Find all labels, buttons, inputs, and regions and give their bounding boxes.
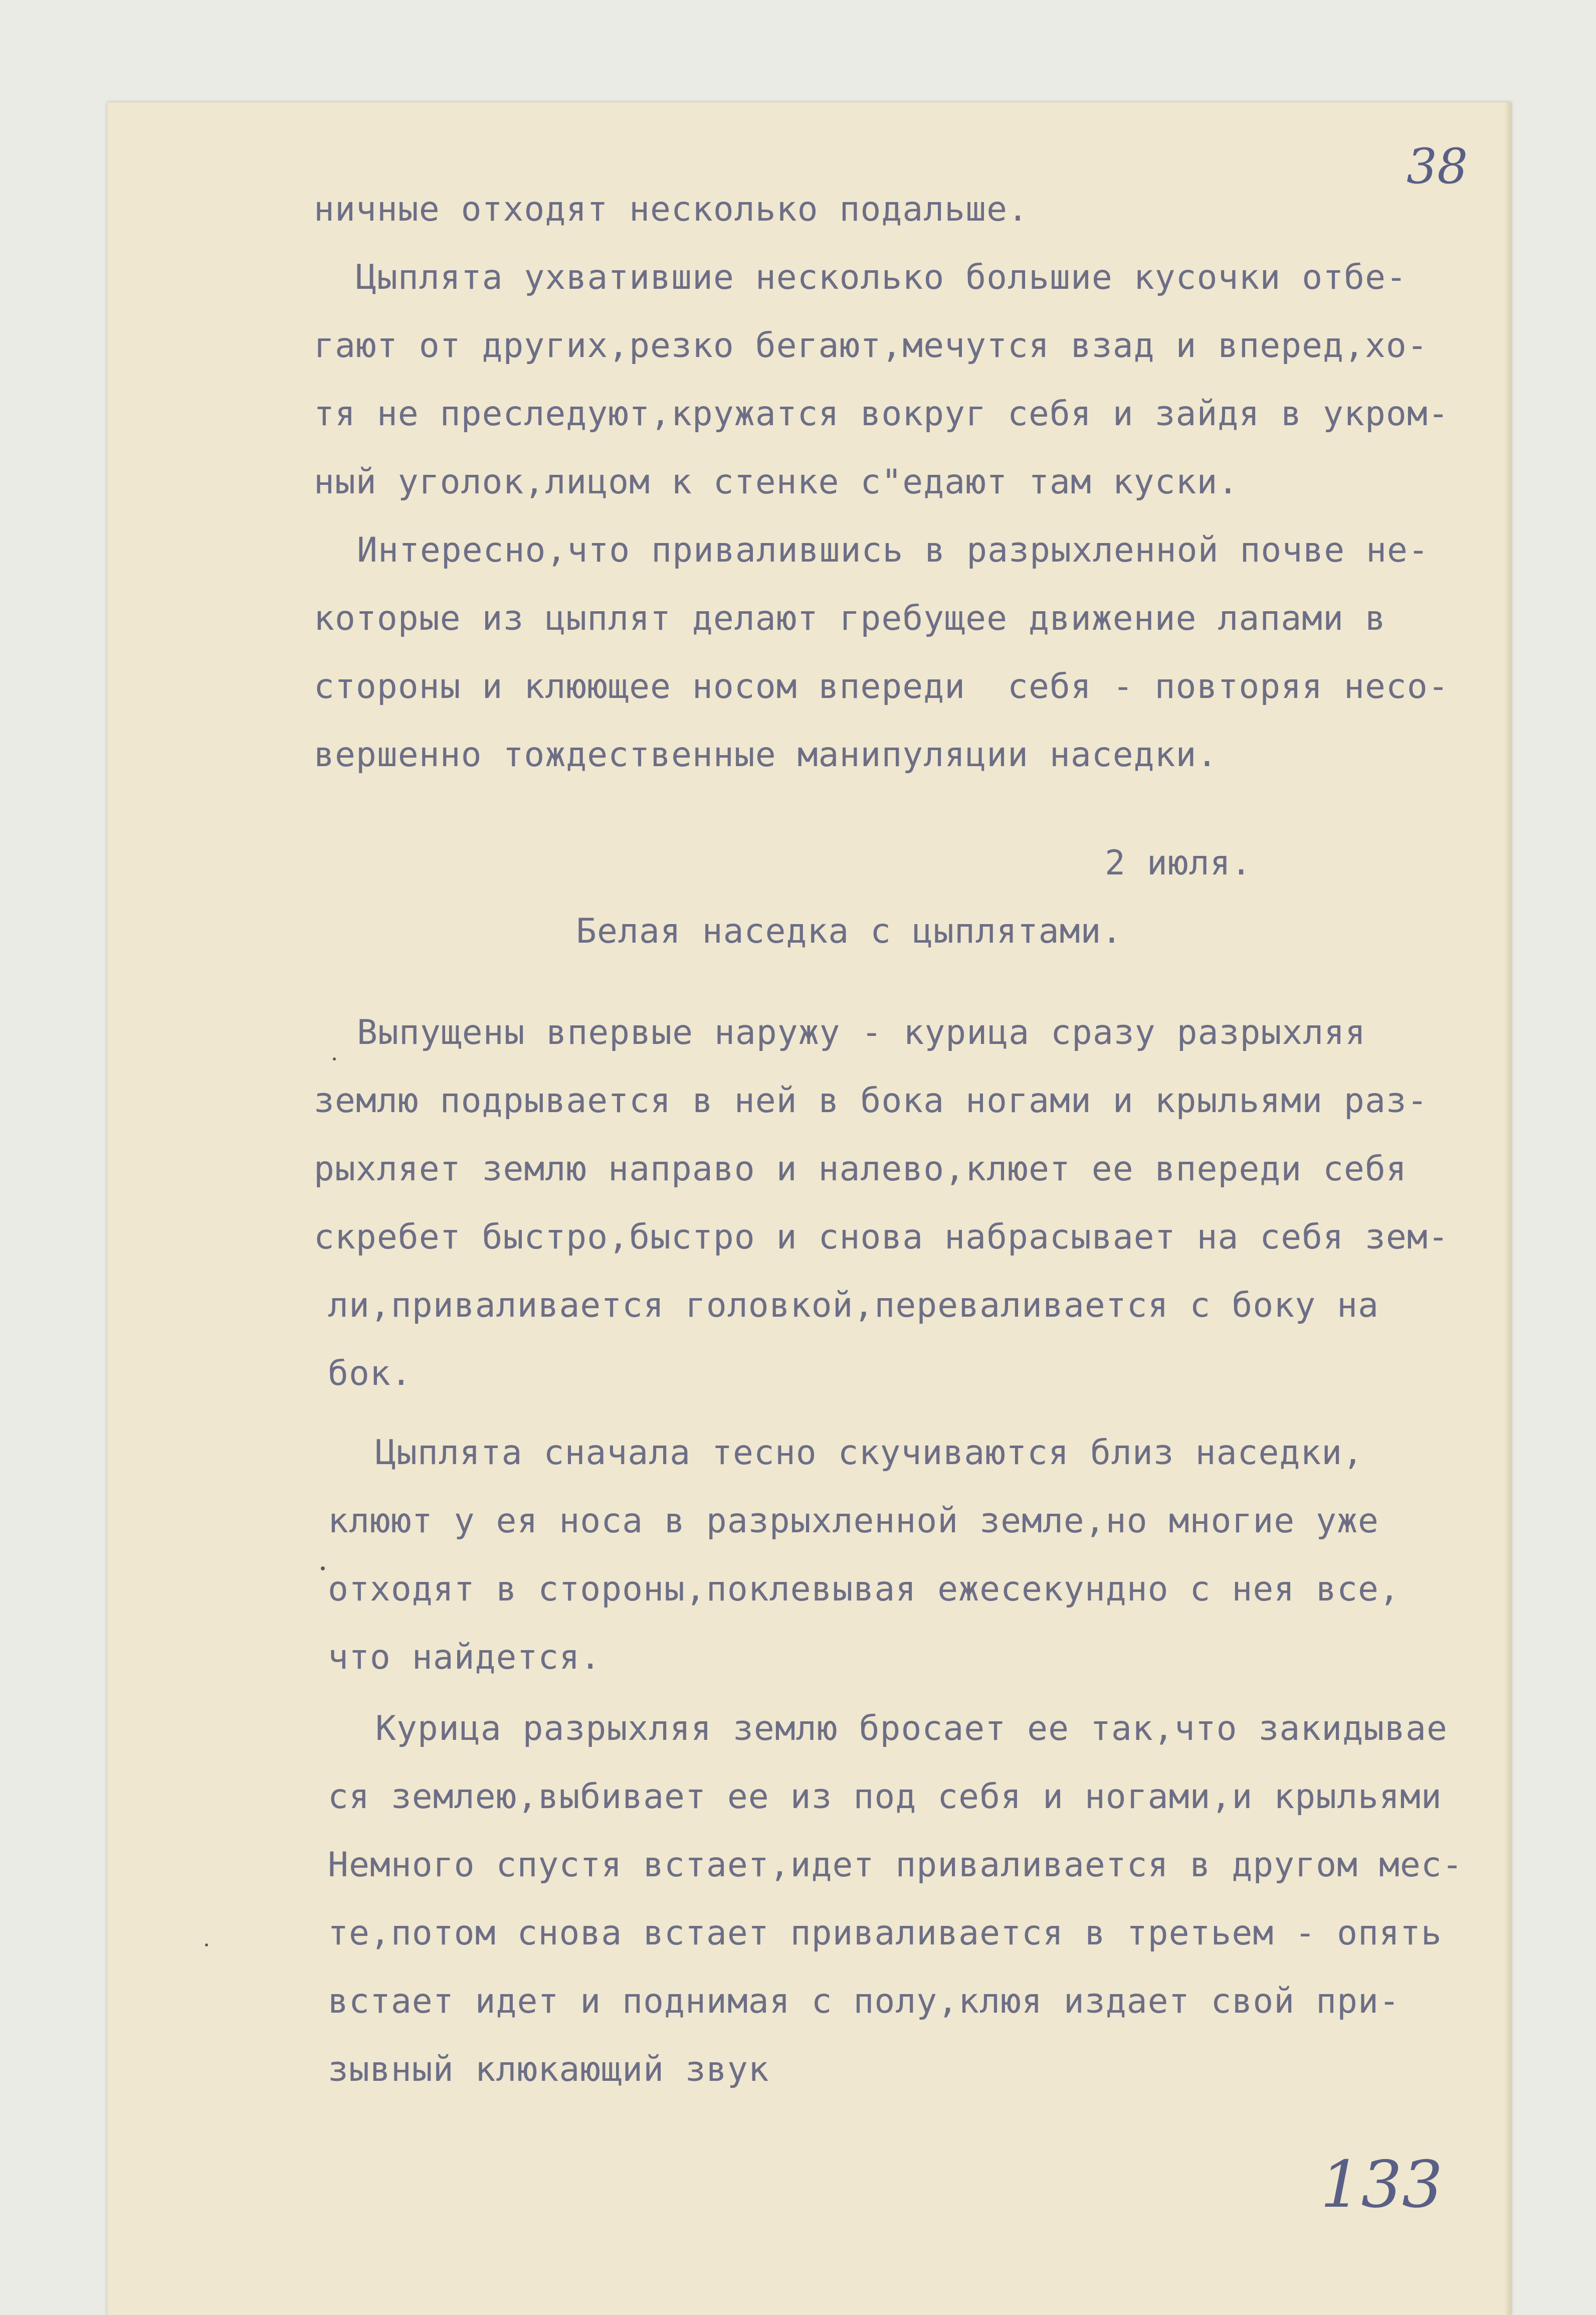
- text-line: землю подрывается в ней в бока ногами и крыльями раз-: [314, 1081, 1428, 1121]
- text-line: Немного спустя встает,идет приваливается в другом мес-: [328, 1845, 1463, 1885]
- text-line: Цыплята сначала тесно скучиваются близ наседки,: [375, 1433, 1364, 1473]
- text-line: отходят в стороны,поклевывая ежесекундно с нея все,: [328, 1569, 1400, 1609]
- section-heading: Белая наседка с цыплятами.: [576, 912, 1123, 951]
- text-line: которые из цыплят делают гребущее движение лапами в: [314, 599, 1386, 638]
- text-line: рыхляет землю направо и налево,клюет ее впереди себя: [314, 1149, 1407, 1189]
- text-line: ничные отходят несколько подальше.: [314, 190, 1029, 229]
- paper-speck: [333, 1057, 336, 1060]
- page-edge-shadow: [1504, 102, 1511, 2315]
- text-line: Выпущены впервые наружу - курица сразу разрыхляя: [357, 1013, 1366, 1052]
- text-line: встает идет и поднимая с полу,клюя издает свой при-: [328, 1982, 1400, 2021]
- text-line: скребет быстро,быстро и снова набрасывает на себя зем-: [314, 1217, 1449, 1257]
- text-line: зывный клюкающий звук: [328, 2050, 769, 2089]
- text-line: вершенно тождественные манипуляции наседки.: [314, 735, 1218, 775]
- text-line: ли,приваливается головкой,переваливается с боку на: [328, 1286, 1379, 1325]
- entry-date: 2 июля.: [1105, 843, 1252, 883]
- text-line: Курица разрыхляя землю бросает ее так,что закидывае: [375, 1709, 1448, 1748]
- text-line: стороны и клюющее носом впереди себя - повторяя несо-: [314, 667, 1449, 706]
- document-page: [107, 102, 1511, 2315]
- text-line: бок.: [328, 1354, 412, 1393]
- archive-page-number: 133: [1320, 2148, 1443, 2222]
- text-line: что найдется.: [328, 1638, 602, 1677]
- text-line: ный уголок,лицом к стенке с"едают там куски.: [314, 462, 1239, 502]
- text-line: тя не преследуют,кружатся вокруг себя и зайдя в укром-: [314, 394, 1449, 434]
- text-line: те,потом снова встает приваливается в третьем - опять: [328, 1913, 1442, 1953]
- text-line: Цыплята ухватившие несколько большие кусочки отбе-: [356, 258, 1407, 297]
- folio-number: 38: [1407, 138, 1468, 195]
- paper-speck: [205, 1943, 208, 1946]
- paper-speck: [321, 1566, 325, 1570]
- text-line: клюют у ея носа в разрыхленной земле,но многие уже: [328, 1501, 1379, 1541]
- text-line: Интересно,что привалившись в разрыхленной почве не-: [357, 530, 1429, 570]
- text-line: гают от других,резко бегают,мечутся взад и вперед,хо-: [314, 326, 1428, 366]
- text-line: ся землею,выбивает ее из под себя и ногами,и крыльями: [328, 1777, 1442, 1817]
